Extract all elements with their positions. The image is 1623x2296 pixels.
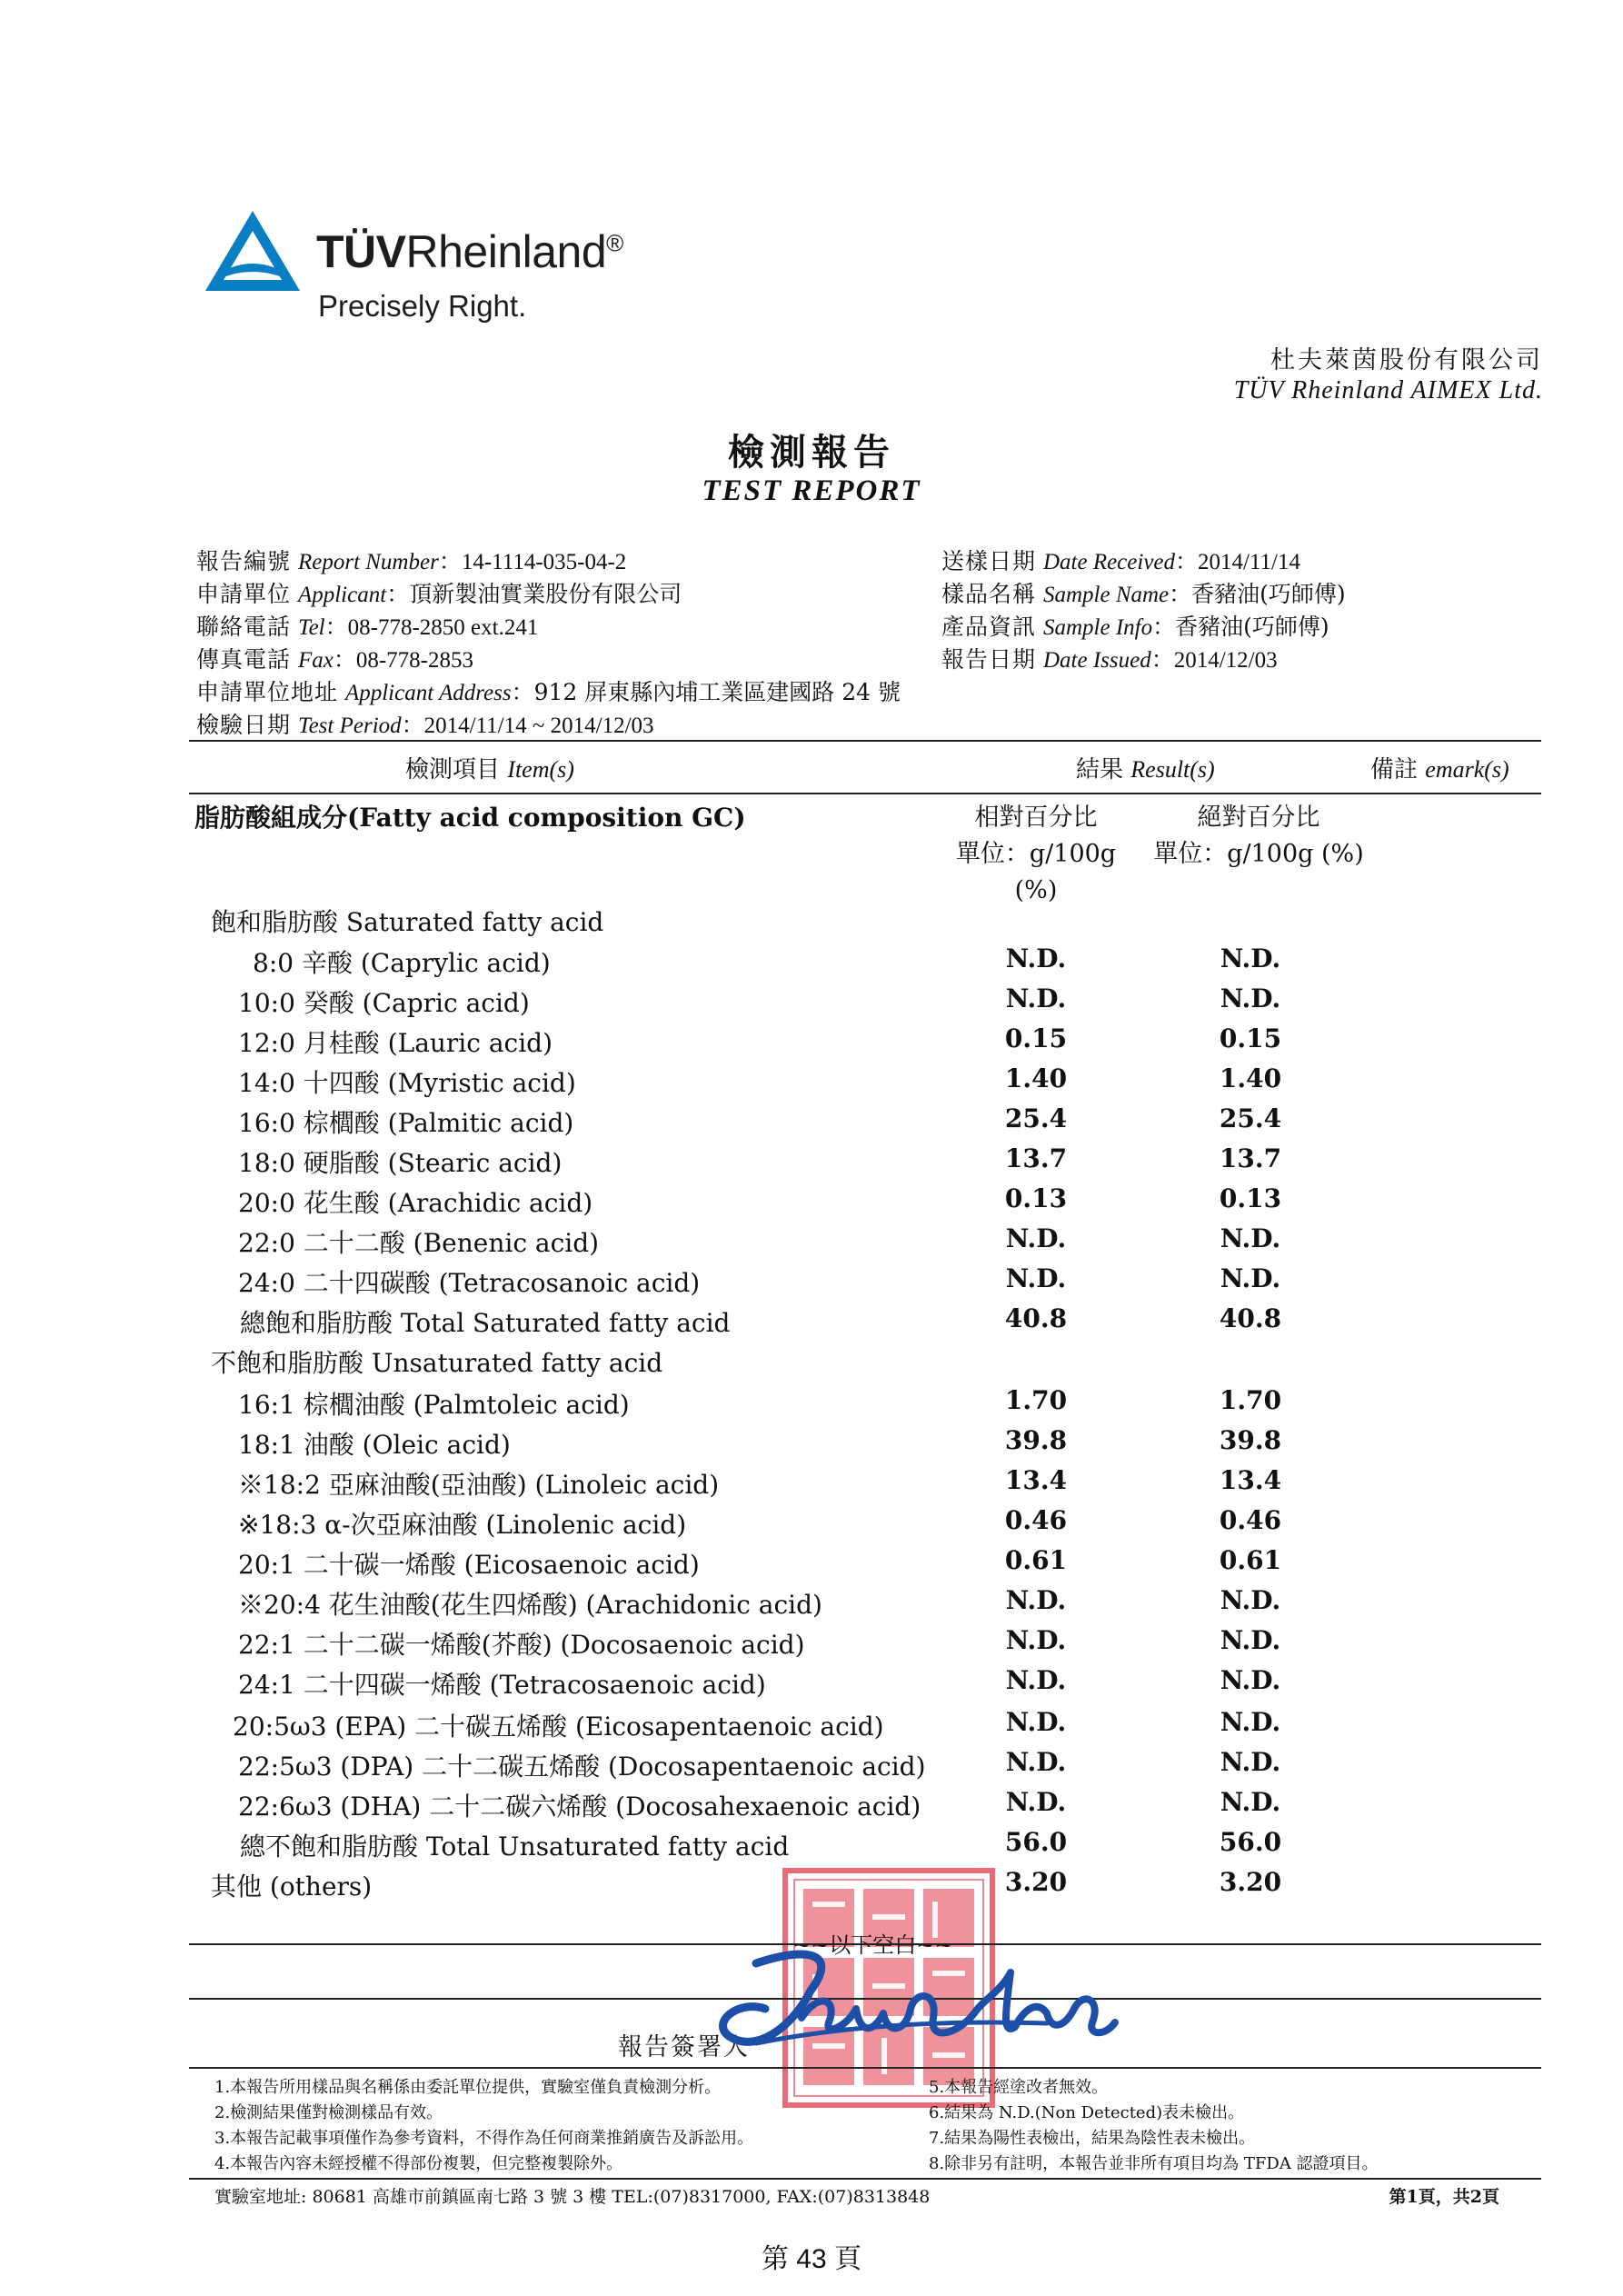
table-cell-relative: 0.61 [1004,1545,1068,1575]
brand-suffix: Rheinland [405,226,607,277]
table-row-label: 24:1 二十四碳一烯酸 (Tetracosaenoic acid) [238,1670,766,1700]
table-cell-absolute: 0.13 [1219,1183,1282,1213]
info-fax: 傳真電話 Fax：08-778-2853 [196,646,474,673]
table-row-label: 20:0 花生酸 (Arachidic acid) [238,1188,593,1218]
table-row-label: ※20:4 花生油酸(花生四烯酸) (Arachidonic acid) [238,1590,822,1620]
col-header-item-zh: 檢測項目 [405,756,501,784]
info-label-zh: 申請單位地址 [196,679,339,705]
info-value: 2014/11/14 ~ 2014/12/03 [423,714,654,738]
table-cell-relative: 13.7 [1004,1143,1068,1173]
info-value: 2014/11/14 [1198,550,1300,574]
table-cell-absolute: 25.4 [1219,1103,1282,1133]
info-value: 08-778-2850 ext.241 [347,615,539,640]
table-cell-relative: N.D. [1005,1747,1067,1777]
table-cell-absolute: N.D. [1220,1747,1281,1777]
info-label-en: Tel [297,615,325,640]
rel-header-line-3: (%) [1014,876,1058,904]
report-page-count: 第1頁，共2頁 [1389,2187,1499,2207]
table-cell-relative: N.D. [1005,1585,1067,1615]
note-item: 4.本報告內容未經授權不得部份複製，但完整複製除外。 [214,2154,623,2173]
table-cell-relative: 39.8 [1004,1425,1068,1455]
info-label-zh: 產品資訊 [941,614,1037,640]
table-row-label: ※18:2 亞麻油酸(亞油酸) (Linoleic acid) [238,1470,720,1500]
table-cell-absolute: 0.46 [1219,1505,1282,1535]
section-title: 脂肪酸組成分(Fatty acid composition GC) [194,803,746,833]
info-label-zh: 傳真電話 [196,646,292,673]
table-cell-absolute: 40.8 [1219,1303,1282,1333]
info-label-en: Date Received [1042,550,1176,574]
table-row-label: 18:1 油酸 (Oleic acid) [238,1430,511,1460]
info-label-zh: 申請單位 [196,581,292,607]
table-cell-relative: N.D. [1005,1625,1067,1655]
table-cell-absolute: 56.0 [1219,1827,1282,1857]
tuv-triangle-logo-icon [202,207,304,294]
note-item: 3.本報告記載事項僅作為參考資料，不得作為任何商業推銷廣告及訴訟用。 [214,2129,754,2148]
table-cell-relative: 3.20 [1004,1867,1068,1897]
table-row-label: 16:0 棕櫚酸 (Palmitic acid) [238,1108,574,1138]
table-cell-relative: 1.40 [1004,1063,1068,1093]
table-cell-relative: 0.15 [1004,1023,1068,1053]
table-row-label: 不飽和脂肪酸 Unsaturated fatty acid [211,1348,663,1378]
table-row-label: ※18:3 α-次亞麻油酸 (Linolenic acid) [238,1510,687,1540]
info-value: 08-778-2853 [355,648,474,673]
info-label-en: Report Number [297,550,439,574]
table-cell-absolute: 1.40 [1219,1063,1282,1093]
info-date-received: 送樣日期 Date Received：2014/11/14 [941,548,1300,574]
info-label-en: Fax [297,648,334,673]
table-cell-relative: 0.13 [1004,1183,1068,1213]
info-value: 912 屏東縣內埔工業區建國路 24 號 [533,679,901,705]
info-value: 2014/12/03 [1173,648,1278,673]
blank-below-marker: ~~以下空白~~ [792,1932,953,1958]
info-label-zh: 報告編號 [196,548,292,574]
col-header-result [1076,751,1215,784]
table-cell-absolute: N.D. [1220,1585,1281,1615]
table-header-rule [189,793,1541,794]
report-title-en: TEST REPORT [702,474,921,507]
table-cell-absolute: 13.7 [1219,1143,1282,1173]
footer-rule [189,2178,1541,2180]
absolute-percent-header [1145,800,1372,873]
table-row-label: 10:0 癸酸 (Capric acid) [238,988,530,1018]
col-header-item-en: Item(s) [507,756,574,783]
table-cell-absolute: 1.70 [1219,1385,1282,1415]
report-signer-label: 報告簽署人 [618,2033,750,2061]
table-row-label: 14:0 十四酸 (Myristic acid) [238,1068,576,1098]
lab-address: 實驗室地址: 80681 高雄市前鎮區南七路 3 號 3 樓 TEL:(07)8317000, FAX:(07)8313848 [214,2187,931,2207]
table-cell-absolute: 0.61 [1219,1545,1282,1575]
info-label-zh: 報告日期 [941,646,1037,673]
table-cell-absolute: 13.4 [1219,1465,1282,1495]
table-row-label: 18:0 硬脂酸 (Stearic acid) [238,1148,563,1178]
note-item: 8.除非另有註明，本報告並非所有項目均為 TFDA 認證項目。 [929,2154,1379,2173]
info-label-en: Applicant [297,583,387,607]
table-row-label: 其他 (others) [211,1872,373,1902]
table-cell-absolute: N.D. [1220,1665,1281,1695]
table-cell-absolute: 0.15 [1219,1023,1282,1053]
table-cell-absolute: N.D. [1220,1625,1281,1655]
brand-slogan: Precisely Right. [318,289,527,323]
table-cell-relative: 13.4 [1004,1465,1068,1495]
table-row-label: 8:0 辛酸 (Caprylic acid) [253,948,551,978]
table-cell-relative: 40.8 [1004,1303,1068,1333]
table-row-label: 20:1 二十碳一烯酸 (Eicosaenoic acid) [238,1550,700,1580]
company-name-en: TÜV Rheinland AIMEX Ltd. [1233,376,1543,404]
info-value: 香豬油(巧師傅) [1175,614,1329,640]
table-cell-absolute: N.D. [1220,1223,1281,1253]
info-label-zh: 檢驗日期 [196,712,292,738]
info-value: 頂新製油實業股份有限公司 [409,581,682,607]
table-row-label: 22:6ω3 (DHA) 二十二碳六烯酸 (Docosahexaenoic acid) [238,1792,921,1822]
signature-handwritten [702,1936,1120,2072]
table-cell-absolute: 39.8 [1219,1425,1282,1455]
info-report-number: 報告編號 Report Number：14-1114-035-04-2 [196,548,627,574]
note-item: 6.結果為 N.D.(Non Detected)表未檢出。 [929,2103,1245,2122]
info-label-zh: 樣品名稱 [941,581,1037,607]
table-cell-relative: N.D. [1005,1787,1067,1817]
table-cell-relative: 25.4 [1004,1103,1068,1133]
table-top-rule [189,740,1541,742]
info-label-en: Date Issued [1042,648,1151,673]
table-row-label: 總飽和脂肪酸 Total Saturated fatty acid [240,1308,731,1338]
table-cell-relative: 56.0 [1004,1827,1068,1857]
table-row-label: 20:5ω3 (EPA) 二十碳五烯酸 (Eicosapentaenoic acid) [233,1712,884,1742]
info-label-en: Applicant Address [344,681,512,705]
notes-top-rule [189,2067,1541,2069]
relative-percent-header [945,800,1127,909]
info-tel: 聯絡電話 Tel：08-778-2850 ext.241 [196,614,539,640]
rel-header-line-1: 相對百分比 [974,804,1098,832]
table-cell-absolute: N.D. [1220,1263,1281,1293]
table-cell-absolute: N.D. [1220,1707,1281,1737]
table-row-label: 22:5ω3 (DPA) 二十二碳五烯酸 (Docosapentaenoic acid) [238,1752,926,1782]
brand-wordmark [316,225,623,278]
info-test-period: 檢驗日期 Test Period：2014/11/14 ~ 2014/12/03 [196,712,654,738]
info-label-en: Sample Info [1042,615,1153,640]
table-cell-absolute: 3.20 [1219,1867,1282,1897]
rel-header-line-2: 單位：g/100g [955,840,1117,868]
info-value: 14-1114-035-04-2 [461,550,627,574]
brand-prefix: TÜV [316,226,406,277]
table-row-label: 總不飽和脂肪酸 Total Unsaturated fatty acid [240,1832,790,1862]
table-cell-absolute: N.D. [1220,983,1281,1013]
info-sample-info: 產品資訊 Sample Info：香豬油(巧師傅) [941,614,1329,640]
info-label-en: Sample Name [1042,583,1170,607]
table-row-label: 16:1 棕櫚油酸 (Palmtoleic acid) [238,1390,630,1420]
abs-header-line-2: 單位：g/100g (%) [1153,840,1364,868]
table-cell-absolute: N.D. [1220,943,1281,973]
report-title-zh: 檢測報告 [728,431,895,474]
table-cell-relative: N.D. [1005,1707,1067,1737]
info-sample-name: 樣品名稱 Sample Name：香豬油(巧師傅) [941,581,1346,607]
note-item: 5.本報告經塗改者無效。 [929,2078,1109,2097]
table-cell-absolute: N.D. [1220,1787,1281,1817]
info-date-issued: 報告日期 Date Issued：2014/12/03 [941,646,1278,673]
note-item: 2.檢測結果僅對檢測樣品有效。 [214,2103,443,2122]
note-item: 1.本報告所用樣品與名稱係由委託單位提供，實驗室僅負責檢測分析。 [214,2078,722,2097]
table-cell-relative: N.D. [1005,983,1067,1013]
info-value: 香豬油(巧師傅) [1191,581,1346,607]
col-header-result-en: Result(s) [1130,756,1215,783]
table-cell-relative: N.D. [1005,1223,1067,1253]
col-header-remark-en: emark(s) [1425,756,1509,783]
info-applicant-address: 申請單位地址 Applicant Address：912 屏東縣內埔工業區建國路 24 號 [196,679,901,705]
table-row-label: 12:0 月桂酸 (Lauric acid) [238,1028,553,1058]
col-header-remark [1370,751,1509,784]
note-item: 7.結果為陽性表檢出，結果為陰性表未檢出。 [929,2129,1256,2148]
col-header-item [405,751,574,784]
company-name-zh: 杜夫萊茵股份有限公司 [1270,346,1543,374]
table-row-label: 飽和脂肪酸 Saturated fatty acid [211,907,604,937]
document-page-number: 第 43 頁 [761,2244,862,2274]
col-header-remark-zh: 備註 [1370,756,1419,784]
col-header-result-zh: 結果 [1076,756,1124,784]
table-cell-relative: 0.46 [1004,1505,1068,1535]
table-row-label: 22:0 二十二酸 (Benenic acid) [238,1228,600,1258]
info-label-zh: 聯絡電話 [196,614,292,640]
table-cell-relative: N.D. [1005,1263,1067,1293]
table-row-label: 22:1 二十二碳一烯酸(芥酸) (Docosaenoic acid) [238,1630,805,1660]
info-applicant: 申請單位 Applicant：頂新製油實業股份有限公司 [196,581,682,607]
abs-header-line-1: 絕對百分比 [1197,804,1320,832]
table-row-label: 24:0 二十四碳酸 (Tetracosanoic acid) [238,1268,701,1298]
table-cell-relative: N.D. [1005,943,1067,973]
brand-reg-mark: ® [606,229,623,257]
table-cell-relative: N.D. [1005,1665,1067,1695]
info-label-en: Test Period [297,714,402,738]
info-label-zh: 送樣日期 [941,548,1037,574]
table-cell-relative: 1.70 [1004,1385,1068,1415]
